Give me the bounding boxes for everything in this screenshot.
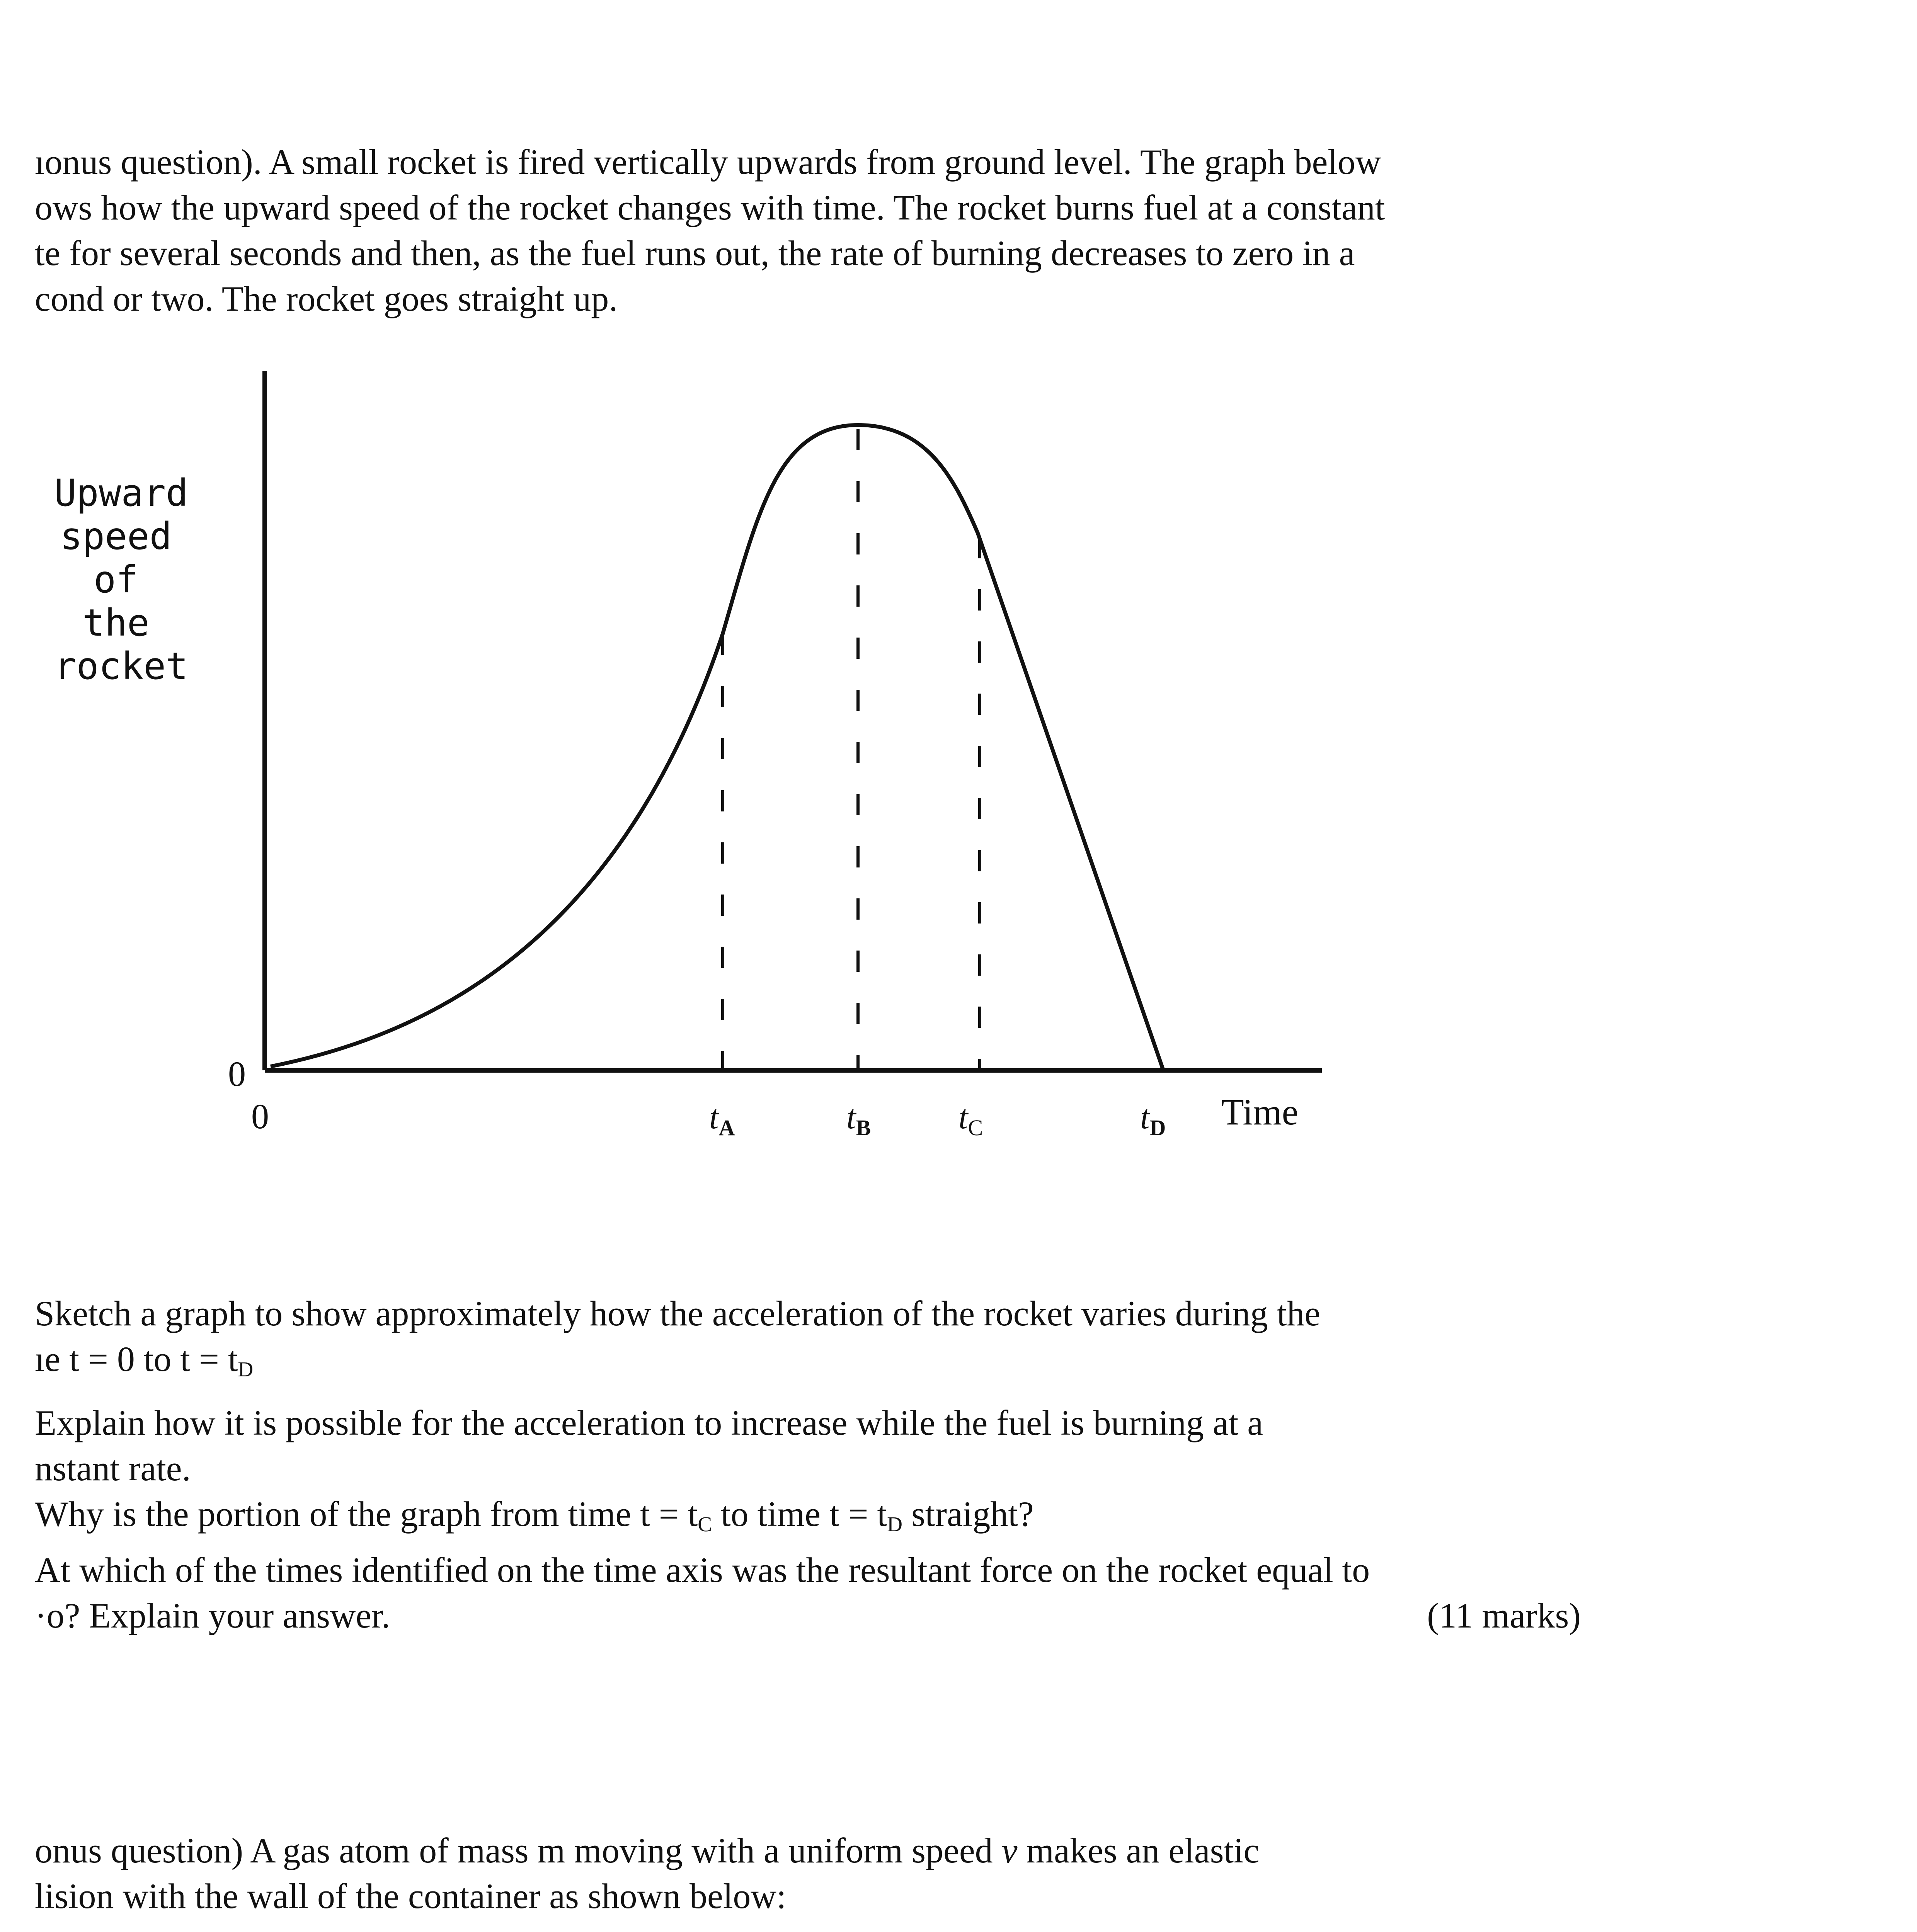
graph-y-label-line: of the: [82, 558, 150, 645]
q1-part-c: Why is the portion of the graph from time $t = t_C$ to time $t = t_D$ straight?: [35, 1494, 1034, 1536]
tick-label-tB: $t_B$: [846, 1099, 871, 1140]
tick-label-tD: $t_D$: [1140, 1099, 1166, 1140]
graph-x-origin-label: 0: [251, 1097, 269, 1136]
q2-line-2: lision with the wall of the container as shown below:: [35, 1876, 787, 1916]
tick-sub-tA: A: [718, 1115, 735, 1140]
tick-label-tC: $t_C$: [958, 1099, 983, 1140]
q1-part-d-line-2-row: [35, 1593, 1581, 1638]
tick-sub-tB: B: [856, 1115, 871, 1140]
q1-line-4: cond or two. The rocket goes straight up.: [35, 279, 618, 318]
q1-part-b-line-1: Explain how it is possible for the acceleration to increase while the fuel is burning at a: [35, 1403, 1263, 1442]
q1-part-d-line-2: ·o? Explain your answer.: [35, 1595, 390, 1635]
speed-curve: [271, 425, 1163, 1070]
q1-part-d-line-1: At which of the times identified on the time axis was the resultant force on the rocket equal to: [35, 1550, 1370, 1590]
q2-line-1: onus question) A gas atom of mass m moving with a uniform speed v makes an elastic: [35, 1831, 1260, 1870]
graph-y-origin-label: 0: [228, 1054, 246, 1094]
graph-y-label-line: rocket: [54, 645, 188, 688]
q1-part-a-line-1: Sketch a graph to show approximately how the acceleration of the rocket varies during the: [35, 1294, 1321, 1333]
q1-marks: (11 marks): [1427, 1595, 1581, 1635]
q1-part-a-line-2: ıe t = 0 to $t = t_D$: [35, 1339, 254, 1381]
q1-part-b-line-2: nstant rate.: [35, 1448, 191, 1488]
q1-parts: [35, 1291, 1581, 1638]
q2-intro: [35, 1828, 1581, 1919]
q1-line-3: te for several seconds and then, as the fuel runs out, the rate of burning decreases to zero in a: [35, 233, 1355, 273]
q1-line-2: ows how the upward speed of the rocket changes with time. The rocket burns fuel at a constant: [35, 188, 1385, 227]
graph-y-label-line: speed: [60, 515, 172, 558]
graph-x-label: Time: [1221, 1091, 1299, 1133]
q1-line-1: ıonus question). A small rocket is fired vertically upwards from ground level. The graph below: [35, 142, 1381, 182]
graph-y-label-line: Upward: [54, 471, 188, 515]
tick-sub-tC: C: [968, 1115, 983, 1140]
tick-label-tA: $t_A$: [709, 1099, 735, 1140]
tick-sub-tD: D: [1149, 1115, 1166, 1140]
